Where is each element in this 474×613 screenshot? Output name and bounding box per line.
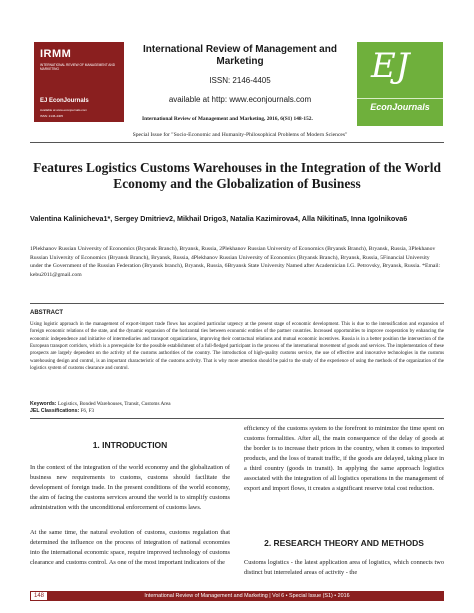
available-at-link[interactable]: available at http: www.econjournals.com [168,95,312,104]
abstract-body: Using logistic approach in the management of export-import trade flows has acquired particular urgency at the present stage of economic development. This is due to the intensification and expansion of foreign economic relations of the state, and the dynamic expansion of the horizontal ties between economic entities of the partner countries. Increased opportunities to improve cooperation by enhancing the economic independence and initiative of intermediaries and transport organizations, improving their contractual relations and mutual economic incentives. Russia is in a better position the intersection of the European transport corridors, which is a prerequisite for the possible establishment of a full-fledged participant in the process of the international movement of goods and services. The implementation of these prospects are largely dependent on the activity of the customs authorities of the country. The introduction of high-quality customs service, the use of effective and innovative technologies in the customs warehousing design and control, is an important characteristic of the customs activity. That is why more attention should be paid to the study of the experience of using the methods of the organization of the logistics system of customs clearance and control. [30,322,444,372]
article-title: Features Logistics Customs Warehouses in the Integration of the World Economy and the Globalization of Business [33,160,441,191]
affiliations: 1Plekhanov Russian University of Economics (Bryansk Branch), Bryansk, Russia, 2Plekhanov Russian University of Economics (Bryansk Branch), Bryansk, Russia, 3Plekhanov Russian University of Economics (Bryansk Branch), Bryansk, Russia, 4Plekhanov Russian University of Economics (Bryansk Branch), Bryansk, Russia, 5Financial University under the Government of the Russian Federation (Bryansk branch), Bryansk, Russia, 6Bryansk State University Named after Academician I.G. Petrovsky, Bryansk, Russia. *Email: kebu2011@gmail.com [30,246,441,279]
introduction-heading: 1. INTRODUCTION [92,440,168,450]
column2-paragraph-2: Customs logistics - the latest application area of logistics, which connects two distinct but interrelated areas of activity - the [244,559,444,576]
intro-paragraph-1: In the context of the integration of the world economy and the globalization of business new requirements to customs, customs should facilitate the development of foreign trade. In the present conditions of the world economy, the aim of facing the customs services around the world is to simplify customs administration with the unconditional enforcement of customs laws. [30,464,230,511]
page-footer [30,591,444,601]
ej-name: EconJournals [370,102,430,112]
keywords-block [30,401,444,415]
econjournals-logo [357,42,443,126]
abstract-divider-bottom [30,418,444,419]
cover-issn: ISSN: 2146-4405 [40,114,64,118]
column2-paragraph-1: efficiency of the customs system to the forefront to minimize the time spent on customs formalities. After all, the main consequence of the delay of goods at the border is to increase their prices in the country, when it comes to imported products, and the loss of transit traffic, if the goods are delayed, taking place in a third country (goods in transit). In applying the same approach logistics associated with the integration of all logistics operations in the management of export and import flows, it creates a significant reserve total cost reduction. [244,425,444,492]
author-list: Valentina Kalinicheva1*, Sergey Dmitriev2, Mikhail Drigo3, Natalia Kazimirova4, Alla Nikitina5, Inna Igolnikova6 [30,214,408,223]
cover-lines: Available at www.econjournals.com [40,108,87,112]
abstract-divider-top [30,303,444,304]
journal-cover-logo [34,42,124,122]
ej-mark: EJ [371,46,410,86]
intro-paragraph-2: At the same time, the natural evolution of customs, customs regulation that determined the influence on the process of integration of national economies into the international economic space, require improved technology of customs clearance and customs control. As one of the most important indicators of the [30,529,230,566]
cover-brand: EJ EconJournals [40,98,89,104]
jel-label: JEL Classifications: [30,408,80,414]
keywords: Logistics, Bonded Warehouses, Transit, Customs Area [57,401,171,407]
footer-text: International Review of Management and Marketing | Vol 6 • Special Issue (S1) • 2016 [144,593,350,599]
header-divider [30,142,444,143]
cover-abbr: IRMM [40,48,72,60]
keywords-label: Keywords: [30,401,57,407]
logo-divider [357,98,443,99]
abstract-heading: ABSTRACT [30,310,63,316]
special-issue-note: Special Issue for "Socio-Economic and Humanity-Philosophical Problems of Modern Sciences" [132,132,348,138]
page-number: 148 [30,591,48,601]
issue-citation: International Review of Management and Marketing, 2016, 6(S1) 148-152. [142,116,313,122]
cover-subtitle: INTERNATIONAL REVIEW OF MANAGEMENT AND MARKETING [40,63,116,71]
issn: ISSN: 2146-4405 [209,76,271,85]
research-heading: 2. RESEARCH THEORY AND METHODS [264,538,424,548]
journal-title: International Review of Management and Marketing [143,44,337,67]
jel-codes: F6, F3 [80,408,95,414]
